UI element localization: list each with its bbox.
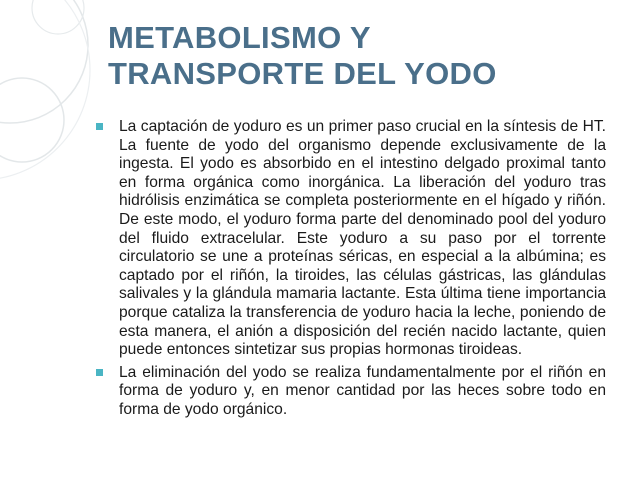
square-bullet-icon [96, 369, 103, 376]
bullet-item [96, 364, 606, 420]
square-bullet-icon [96, 123, 103, 130]
decor-circle-large [0, 0, 88, 123]
bullet-item [96, 118, 606, 360]
slide-title [108, 20, 608, 92]
title-line-1: METABOLISMO Y [108, 20, 371, 55]
bullet-list [96, 118, 606, 424]
title-line-2: TRANSPORTE DEL YODO [108, 56, 497, 91]
bullet-text: La captación de yoduro es un primer paso crucial en la síntesis de HT. La fuente de yodo del organismo depende exclusivamente de la ingesta. El yodo es absorbido en el intestino delgado proximal tanto en forma orgánica como inorgánica. La liberación del yoduro tras hidrólisis enzimática se completa posteriormente en el hígado y riñón. De este modo, el yoduro forma parte del denominado pool del yoduro del fluido extracelular. Este yoduro a su paso por el torrente circulatorio se une a proteínas séricas, en especial a la albúmina; es captado por el riñón, la tiroides, las células gástricas, las glándulas salivales y la glándula mamaria lactante. Esta última tiene importancia porque cataliza la transferencia de yoduro hacia la leche, poniendo de esta manera, el anión a disposición del recién nacido lactante, quien puede entonces sintetizar sus propias hormonas tiroideas. [119, 118, 606, 359]
bullet-text: La eliminación del yodo se realiza fundamentalmente por el riñón en forma de yoduro y, en menor cantidad por las heces sobre todo en forma de yodo orgánico. [119, 363, 606, 418]
